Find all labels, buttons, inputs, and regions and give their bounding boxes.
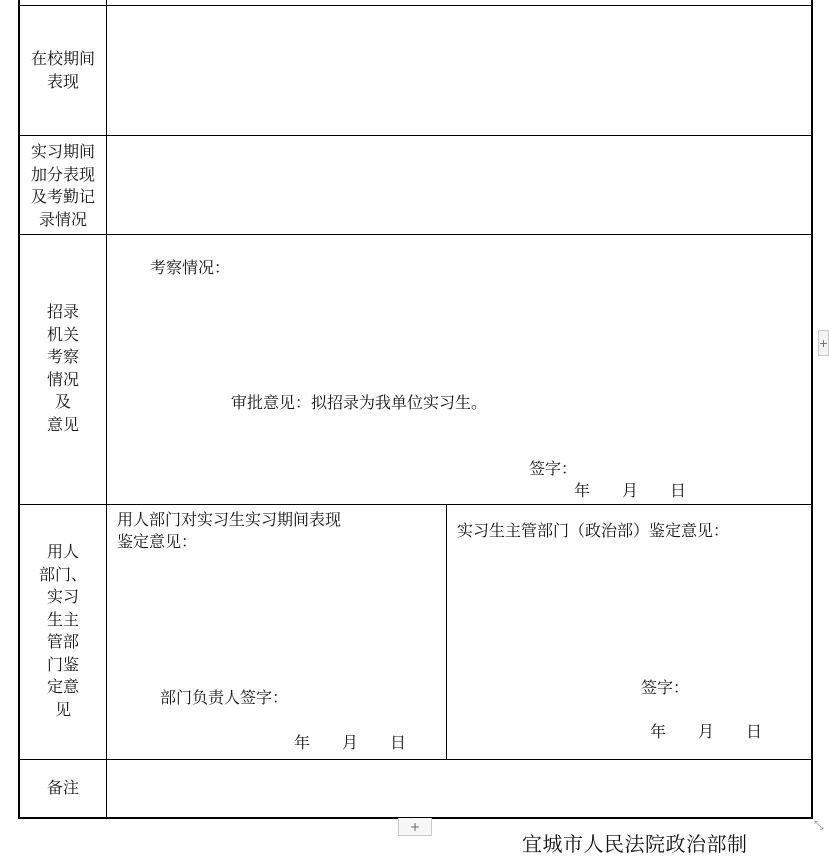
- approval-opinion: 审批意见：拟招录为我单位实习生。: [231, 393, 488, 412]
- political-dept-sign-label: 签字：: [641, 678, 690, 697]
- inspection-date: 年 月 日: [574, 481, 687, 500]
- employing-dept-title-line1: 用人部门对实习生实习期间表现: [117, 510, 342, 529]
- label-column-divider: [106, 0, 107, 818]
- table-resize-handle[interactable]: ⤡: [814, 818, 824, 832]
- internship-attendance-cell[interactable]: [108, 137, 810, 233]
- add-row-button[interactable]: +: [398, 818, 432, 836]
- row-divider-2: [18, 234, 813, 235]
- table-top-line: [18, 5, 813, 6]
- inspection-label: 考察情况：: [150, 258, 231, 277]
- employing-dept-title-line2: 鉴定意见：: [117, 532, 198, 551]
- inspection-sign-label: 签字：: [529, 459, 578, 478]
- row-divider-4: [18, 759, 813, 760]
- row-label-school-performance: 在校期间 表现: [30, 49, 95, 91]
- table-border-right: [811, 0, 813, 819]
- dept-head-sign-label: 部门负责人签字：: [160, 688, 289, 707]
- political-dept-date: 年 月 日: [650, 722, 763, 741]
- employing-dept-date: 年 月 日: [294, 733, 407, 752]
- remarks-cell[interactable]: [108, 761, 810, 816]
- row-divider-1: [18, 135, 813, 136]
- row-label-internship-attendance: 实习期间 加分表现 及考勤记 录情况: [30, 142, 95, 229]
- appraisal-split-divider: [446, 504, 447, 760]
- school-performance-cell[interactable]: [108, 7, 810, 134]
- row-label-agency-inspection: 招录 机关 考察 情况 及 意见: [46, 302, 79, 434]
- row-label-remarks: 备注: [46, 778, 79, 797]
- political-dept-title: 实习生主管部门（政治部）鉴定意见：: [457, 521, 730, 540]
- row-divider-3: [18, 504, 813, 505]
- issuer-footer: 宜城市人民法院政治部制: [522, 832, 748, 856]
- side-insert-handle[interactable]: +: [818, 330, 829, 356]
- row-label-department-appraisal: 用人 部门、 实习 生主 管部 门鉴 定意 见: [38, 542, 87, 719]
